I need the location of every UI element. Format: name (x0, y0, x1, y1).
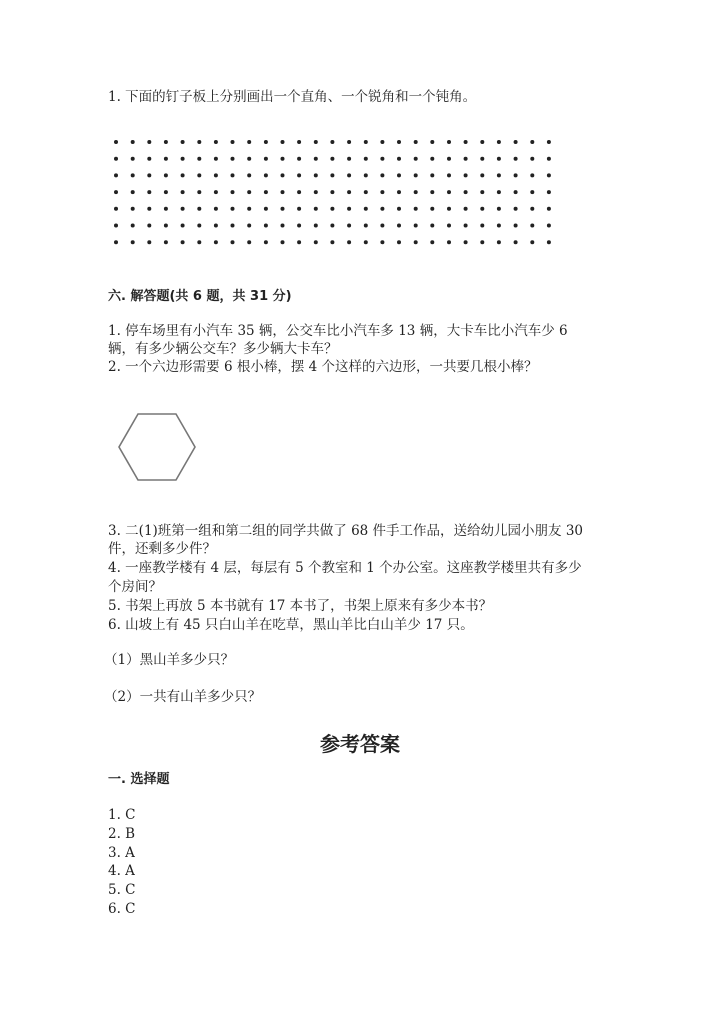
nail-dot (247, 190, 251, 194)
nail-dot (181, 240, 185, 244)
nail-dot (347, 157, 351, 161)
nail-dot (464, 207, 468, 211)
nail-dot (147, 224, 151, 228)
nail-dot (530, 240, 534, 244)
question-6-6-sub-2: （2）一共有山羊多少只？ (104, 689, 262, 705)
nail-dot (497, 190, 501, 194)
nail-dot (131, 173, 135, 177)
nail-dot (297, 240, 301, 244)
nail-dot (430, 240, 434, 244)
nail-dot (430, 190, 434, 194)
nail-dot (547, 224, 551, 228)
nail-dot (364, 224, 368, 228)
nail-dot (480, 157, 484, 161)
nail-dot (131, 240, 135, 244)
answer-item: 3. A (108, 845, 135, 861)
question-6-3-line-1: 3. 二(1)班第一组和第二组的同学共做了 68 件手工作品，送给幼儿园小朋友 30 (108, 523, 584, 539)
nail-dot (530, 190, 534, 194)
nail-dot (330, 140, 334, 144)
nail-dot (530, 224, 534, 228)
nail-dot (314, 240, 318, 244)
nail-dot (397, 157, 401, 161)
nail-dot (247, 173, 251, 177)
hexagon-figure (116, 410, 200, 484)
question-6-6: 6. 山坡上有 45 只白山羊在吃草，黑山羊比白山羊少 17 只。 (108, 617, 474, 633)
nail-dot (231, 140, 235, 144)
nail-dot (297, 173, 301, 177)
question-5-1: 1. 下面的钉子板上分别画出一个直角、一个锐角和一个钝角。 (108, 89, 477, 105)
nail-dot (314, 173, 318, 177)
nail-dot (131, 157, 135, 161)
nail-dot (114, 240, 118, 244)
nail-dot (347, 140, 351, 144)
answer-item: 1. C (108, 807, 136, 823)
nail-dot (164, 207, 168, 211)
nail-dot (131, 140, 135, 144)
nail-dot (164, 224, 168, 228)
nail-dot (330, 207, 334, 211)
question-6-6-sub-1: （1）黑山羊多少只？ (104, 652, 235, 668)
nail-dot (364, 157, 368, 161)
nail-dot (147, 207, 151, 211)
nail-dot (514, 173, 518, 177)
nail-dot (480, 140, 484, 144)
nail-dot (497, 157, 501, 161)
nail-dot (181, 207, 185, 211)
nail-dot (414, 207, 418, 211)
nail-dot (514, 207, 518, 211)
nail-dot (380, 207, 384, 211)
answers-title: 参考答案 (320, 732, 400, 756)
nail-dot (364, 140, 368, 144)
nail-dot (547, 240, 551, 244)
nail-dot (397, 207, 401, 211)
nail-dot (414, 224, 418, 228)
nail-dot (164, 240, 168, 244)
nail-dot (347, 240, 351, 244)
nail-dot (514, 240, 518, 244)
answer-item: 6. C (108, 901, 136, 917)
nail-dot (264, 140, 268, 144)
nail-dot (264, 240, 268, 244)
nail-dot (364, 190, 368, 194)
nail-dot (430, 224, 434, 228)
nail-dot (430, 140, 434, 144)
nail-dot (147, 140, 151, 144)
nail-dot (480, 224, 484, 228)
nail-dot (114, 140, 118, 144)
nail-dot (214, 173, 218, 177)
nail-dot (364, 240, 368, 244)
nail-dot (231, 224, 235, 228)
nail-dot (414, 173, 418, 177)
nail-dot (380, 140, 384, 144)
nail-dot (114, 173, 118, 177)
nail-dot (264, 157, 268, 161)
nail-dot (380, 190, 384, 194)
nail-dot (464, 224, 468, 228)
nail-dot (430, 157, 434, 161)
nail-dot (464, 157, 468, 161)
nail-dot (281, 157, 285, 161)
nail-dot (347, 207, 351, 211)
nail-dot (530, 157, 534, 161)
nail-dot (347, 173, 351, 177)
nail-dot (164, 190, 168, 194)
nail-dot (197, 224, 201, 228)
nail-dot (330, 190, 334, 194)
nail-dot (114, 190, 118, 194)
nail-dot (447, 140, 451, 144)
nail-dot (281, 190, 285, 194)
nail-dot (397, 190, 401, 194)
nail-dot (181, 224, 185, 228)
nail-dot (197, 240, 201, 244)
nail-dot (231, 190, 235, 194)
nail-dot (314, 140, 318, 144)
nail-dot (197, 190, 201, 194)
nail-dot (364, 207, 368, 211)
nail-dot (530, 140, 534, 144)
nail-dot (480, 207, 484, 211)
nail-dot (364, 173, 368, 177)
nail-dot (214, 224, 218, 228)
question-6-5: 5. 书架上再放 5 本书就有 17 本书了，书架上原来有多少本书？ (108, 598, 493, 614)
nail-dot (247, 140, 251, 144)
question-6-4-line-1: 4. 一座教学楼有 4 层，每层有 5 个教室和 1 个办公室。这座教学楼里共有多少 (108, 560, 582, 576)
question-6-3-line-2: 件，还剩多少件？ (108, 541, 216, 557)
nail-dot (480, 190, 484, 194)
nail-dot (281, 240, 285, 244)
nail-dot (197, 173, 201, 177)
nail-dot (397, 140, 401, 144)
nail-dot (114, 157, 118, 161)
nail-dot (330, 173, 334, 177)
nail-dot (330, 157, 334, 161)
nail-dot (547, 190, 551, 194)
nail-dot (314, 157, 318, 161)
nail-dot (497, 224, 501, 228)
nail-dot (164, 157, 168, 161)
nail-dot (530, 173, 534, 177)
nail-dot (547, 140, 551, 144)
nail-dot (514, 190, 518, 194)
nail-dot (264, 207, 268, 211)
nail-dot (397, 240, 401, 244)
answer-item: 2. B (108, 826, 136, 842)
section-6-heading: 六. 解答题(共 6 题，共 31 分) (108, 289, 292, 304)
nail-dot (497, 140, 501, 144)
nail-dot (330, 224, 334, 228)
nail-dot (247, 240, 251, 244)
nail-dot (430, 173, 434, 177)
nail-dot (430, 207, 434, 211)
nail-dot (547, 173, 551, 177)
nail-dot (497, 207, 501, 211)
nail-dot (264, 224, 268, 228)
question-6-1-line-2: 辆，有多少辆公交车？多少辆大卡车？ (108, 341, 338, 357)
nail-dot (181, 140, 185, 144)
nail-dot (247, 207, 251, 211)
nail-dot (397, 173, 401, 177)
nail-dot (181, 157, 185, 161)
nail-dot (231, 157, 235, 161)
nail-dot (514, 224, 518, 228)
nail-dot (297, 140, 301, 144)
nail-dot (480, 240, 484, 244)
nail-dot (497, 173, 501, 177)
nail-dot (164, 140, 168, 144)
answer-item: 4. A (108, 863, 135, 879)
nail-dot (181, 173, 185, 177)
nail-dot (197, 140, 201, 144)
nail-dot (147, 190, 151, 194)
nail-dot (480, 173, 484, 177)
nail-dot (114, 207, 118, 211)
nail-dot (231, 173, 235, 177)
nail-dot (414, 240, 418, 244)
nail-dot (414, 190, 418, 194)
nail-dot (281, 224, 285, 228)
nail-dot (181, 190, 185, 194)
nail-dot (347, 190, 351, 194)
nail-dot (447, 224, 451, 228)
nail-dot (447, 240, 451, 244)
nail-dot (547, 207, 551, 211)
nail-dot (447, 207, 451, 211)
nail-dot (231, 207, 235, 211)
nail-dot (281, 173, 285, 177)
nail-dot (314, 190, 318, 194)
nail-dot (380, 173, 384, 177)
nail-dot (214, 157, 218, 161)
nail-dot (164, 173, 168, 177)
nail-dot (214, 240, 218, 244)
nail-dot (297, 207, 301, 211)
nail-dot (447, 157, 451, 161)
nail-dot (447, 173, 451, 177)
nail-dot (264, 173, 268, 177)
nail-dot (231, 240, 235, 244)
nail-dot (447, 190, 451, 194)
answers-section-1-heading: 一. 选择题 (108, 772, 170, 787)
nail-dot (264, 190, 268, 194)
nail-dot (347, 224, 351, 228)
nail-dot (281, 140, 285, 144)
nail-dot (530, 207, 534, 211)
nail-dot (514, 157, 518, 161)
nail-dot (114, 224, 118, 228)
nail-dot (464, 173, 468, 177)
nail-dot (197, 207, 201, 211)
nail-dot (514, 140, 518, 144)
nail-board-dot-grid (0, 0, 720, 260)
nail-dot (314, 207, 318, 211)
nail-dot (281, 207, 285, 211)
question-6-1-line-1: 1. 停车场里有小汽车 35 辆，公交车比小汽车多 13 辆，大卡车比小汽车少 6 (108, 323, 568, 339)
nail-dot (414, 140, 418, 144)
nail-dot (131, 224, 135, 228)
nail-dot (247, 224, 251, 228)
nail-dot (380, 224, 384, 228)
nail-dot (414, 157, 418, 161)
nail-dot (197, 157, 201, 161)
nail-dot (397, 224, 401, 228)
nail-dot (297, 224, 301, 228)
nail-dot (380, 157, 384, 161)
question-6-4-line-2: 个房间？ (108, 579, 162, 595)
nail-dot (147, 173, 151, 177)
answer-item: 5. C (108, 882, 136, 898)
nail-dot (330, 240, 334, 244)
nail-dot (297, 157, 301, 161)
nail-dot (131, 190, 135, 194)
nail-dot (464, 140, 468, 144)
nail-dot (464, 190, 468, 194)
nail-dot (314, 224, 318, 228)
nail-dot (297, 190, 301, 194)
nail-dot (131, 207, 135, 211)
nail-dot (497, 240, 501, 244)
nail-dot (214, 140, 218, 144)
nail-dot (464, 240, 468, 244)
nail-dot (147, 240, 151, 244)
nail-dot (214, 207, 218, 211)
question-6-2: 2. 一个六边形需要 6 根小棒，摆 4 个这样的六边形，一共要几根小棒？ (108, 359, 538, 375)
nail-dot (147, 157, 151, 161)
nail-dot (547, 157, 551, 161)
nail-dot (380, 240, 384, 244)
nail-dot (247, 157, 251, 161)
nail-dot (214, 190, 218, 194)
